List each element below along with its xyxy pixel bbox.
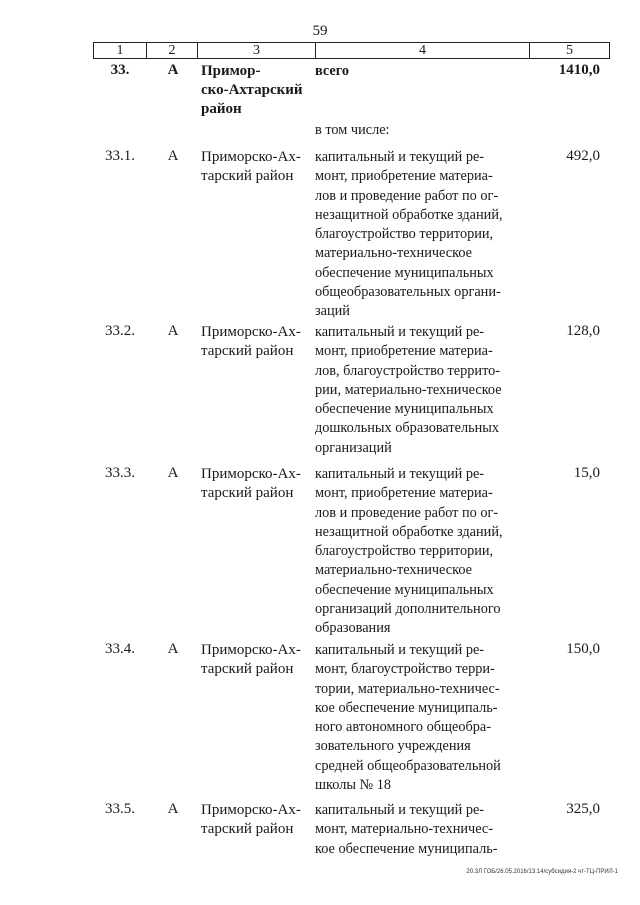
row-district (201, 62, 308, 119)
district-line: Приморско-Ах- (201, 802, 301, 818)
row-description (315, 801, 515, 859)
description-line: обеспечение муниципальных (315, 264, 494, 281)
row-amount: 15,0 (573, 465, 600, 481)
description-line: капитальный и текущий ре- (315, 466, 485, 482)
row-description (315, 323, 515, 458)
description-line: монт, приобретение материа- (315, 168, 493, 185)
row-district (201, 641, 308, 679)
district-line: Приморско-Ах- (201, 149, 301, 165)
description-line: лов и проведение работ по ог- (315, 187, 499, 204)
description-line: кое обеспечение муниципаль- (315, 699, 498, 716)
description-line: незащитной обработке зданий, (315, 206, 503, 223)
row-description (315, 465, 515, 639)
description-line: монт, приобретение материа- (315, 343, 493, 360)
description-line: капитальный и текущий ре- (315, 324, 485, 340)
description-line: средней общеобразовательной (315, 757, 501, 774)
row-category: А (167, 323, 179, 339)
description-line: тории, материально-техничес- (315, 680, 500, 697)
description-line: образования (315, 620, 391, 637)
description-line: монт, благоустройство терри- (315, 661, 495, 678)
description-line: благоустройство территории, (315, 543, 494, 560)
document-footer: 20.3Л ГОБ/26.05.2016/13:14/субсидия-2 чт-ТЦ-ПРИЛ-1 (466, 869, 618, 875)
column-header-1: 1 (94, 43, 147, 59)
row-district (201, 323, 308, 361)
description-line: заций (315, 303, 350, 320)
description-line: ного автономного общеобра- (315, 719, 492, 736)
description-line: благоустройство территории, (315, 226, 494, 243)
column-header-4: 4 (316, 43, 530, 59)
row-number: 33. (110, 62, 130, 78)
description-line: лов и проведение работ по ог- (315, 504, 499, 521)
in-that-number-label: в том числе: (315, 122, 390, 138)
description-line: капитальный и текущий ре- (315, 149, 485, 165)
row-category: А (167, 641, 179, 657)
row-amount: 325,0 (566, 801, 600, 817)
row-description (315, 148, 515, 322)
district-line: тарский район (201, 661, 294, 677)
district-line: Приморско-Ах- (201, 324, 301, 340)
row-category: А (167, 465, 179, 481)
description-line: школы № 18 (315, 777, 392, 794)
description-line: общеобразовательных органи- (315, 284, 501, 301)
description-line: капитальный и текущий ре- (315, 802, 485, 818)
district-line: ско-Ахтарский (201, 82, 303, 98)
column-header-3: 3 (198, 43, 316, 59)
row-description: всего (315, 63, 350, 79)
district-line: Примор- (201, 63, 261, 79)
description-line: дошкольных образовательных (315, 420, 500, 437)
description-line: монт, приобретение материа- (315, 485, 493, 502)
district-line: тарский район (201, 485, 294, 501)
district-line: Приморско-Ах- (201, 466, 301, 482)
row-category: А (167, 62, 179, 78)
row-district (201, 148, 308, 186)
district-line: Приморско-Ах- (201, 642, 301, 658)
description-line: обеспечение муниципальных (315, 401, 494, 418)
row-number: 33.4. (105, 641, 135, 657)
district-line: тарский район (201, 343, 294, 359)
row-district (201, 465, 308, 503)
description-line: материально-техническое (315, 245, 472, 262)
row-district (201, 801, 308, 839)
description-line: незащитной обработке зданий, (315, 523, 503, 540)
page-number: 59 (312, 23, 328, 39)
district-line: тарский район (201, 821, 294, 837)
district-line: тарский район (201, 168, 294, 184)
description-line: организаций (315, 439, 392, 456)
row-number: 33.3. (105, 465, 135, 481)
description-line: монт, материально-техничес- (315, 821, 494, 838)
description-line: рии, материально-техническое (315, 381, 502, 398)
description-line: зовательного учреждения (315, 738, 471, 755)
description-line: капитальный и текущий ре- (315, 642, 485, 658)
description-line: лов, благоустройство террито- (315, 362, 501, 379)
row-amount: 492,0 (566, 148, 600, 164)
district-line: район (201, 101, 242, 117)
description-line: организаций дополнительного (315, 601, 501, 618)
row-number: 33.5. (105, 801, 135, 817)
row-category: А (167, 801, 179, 817)
description-line: кое обеспечение муниципаль- (315, 840, 498, 857)
description-line: материально-техническое (315, 562, 472, 579)
row-description (315, 641, 515, 795)
row-category: А (167, 148, 179, 164)
row-amount: 128,0 (566, 323, 600, 339)
column-header-row (93, 42, 610, 59)
row-amount: 1410,0 (558, 62, 600, 78)
description-line: обеспечение муниципальных (315, 581, 494, 598)
row-amount: 150,0 (566, 641, 600, 657)
row-number: 33.2. (105, 323, 135, 339)
column-header-5: 5 (530, 43, 610, 59)
column-header-2: 2 (147, 43, 198, 59)
row-number: 33.1. (105, 148, 135, 164)
